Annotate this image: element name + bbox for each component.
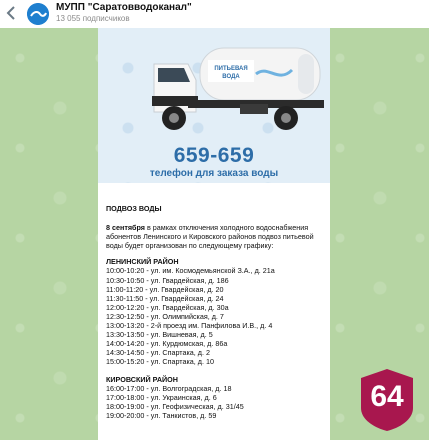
badge-text: 64 [370,380,404,413]
schedule-item: 11:30-11:50 - ул. Гвардейская, д. 24 [106,293,224,303]
schedule-item: 12:30-12:50 - ул. Олимпийская, д. 7 [106,311,224,321]
schedule-item: 12:00-12:20 - ул. Гвардейская, д. 30а [106,302,229,312]
post-image[interactable] [98,28,330,183]
schedule-item: 16:00-17:00 - ул. Волгоградская, д. 18 [106,383,232,393]
schedule-item: 19:00-20:00 - ул. Танкистов, д. 59 [106,410,217,420]
region-64-badge [359,368,415,432]
schedule-item: 13:00-13:20 - 2-й проезд им. Панфилова И.В., д. 4 [106,321,273,331]
schedule-item: 14:00-14:20 - ул. Курдюмская, д. 86а [106,339,228,349]
message-bubble [98,28,330,440]
subscriber-count: 13 055 подписчиков [56,14,130,23]
intro-date: 8 сентября [106,223,145,233]
schedule-item: 17:00-18:00 - ул. Украинская, д. 6 [106,392,217,402]
post-intro [106,223,324,250]
phone-number: 659-659 [173,144,255,167]
schedule-item: 13:30-13:50 - ул. Вишневая, д. 5 [106,330,213,340]
post-text [106,204,324,420]
truck-label-2: ВОДА [222,74,240,80]
water-truck-image [148,34,328,144]
schedule-item: 11:00-11:20 - ул. Гвардейская, д. 20 [106,284,224,294]
district-title: ЛЕНИНСКИЙ РАЙОН [106,257,179,267]
schedule-item: 10:30-10:50 - ул. Гвардейская, д. 186 [106,275,229,285]
schedule-item: 18:00-19:00 - ул. Геофизическая, д. 31/45 [106,401,244,411]
channel-avatar[interactable] [27,3,49,25]
schedule-item: 10:00-10:20 - ул. им. Космодемьянской З.А., д. 21а [106,266,275,276]
intro-text: в рамках отключения холодного водоснабжения абонентов Ленинского и Кировского районов подвоз питьевой воды будет организован по следующему графику: [106,223,314,251]
post-title: ПОДВОЗ ВОДЫ [106,204,162,213]
channel-title[interactable]: МУПП "Саратовводоканал" [56,2,192,13]
schedule-item: 14:30-14:50 - ул. Спартака, д. 2 [106,348,210,358]
phone-caption: телефон для заказа воды [149,168,279,179]
district-title: КИРОВСКИЙ РАЙОН [106,374,178,384]
truck-label: ПИТЬЕВАЯ [214,66,248,72]
chevron-left-icon[interactable] [6,5,18,21]
chat-header [0,0,429,28]
schedule-item: 15:00-15:20 - ул. Спартака, д. 10 [106,357,214,367]
